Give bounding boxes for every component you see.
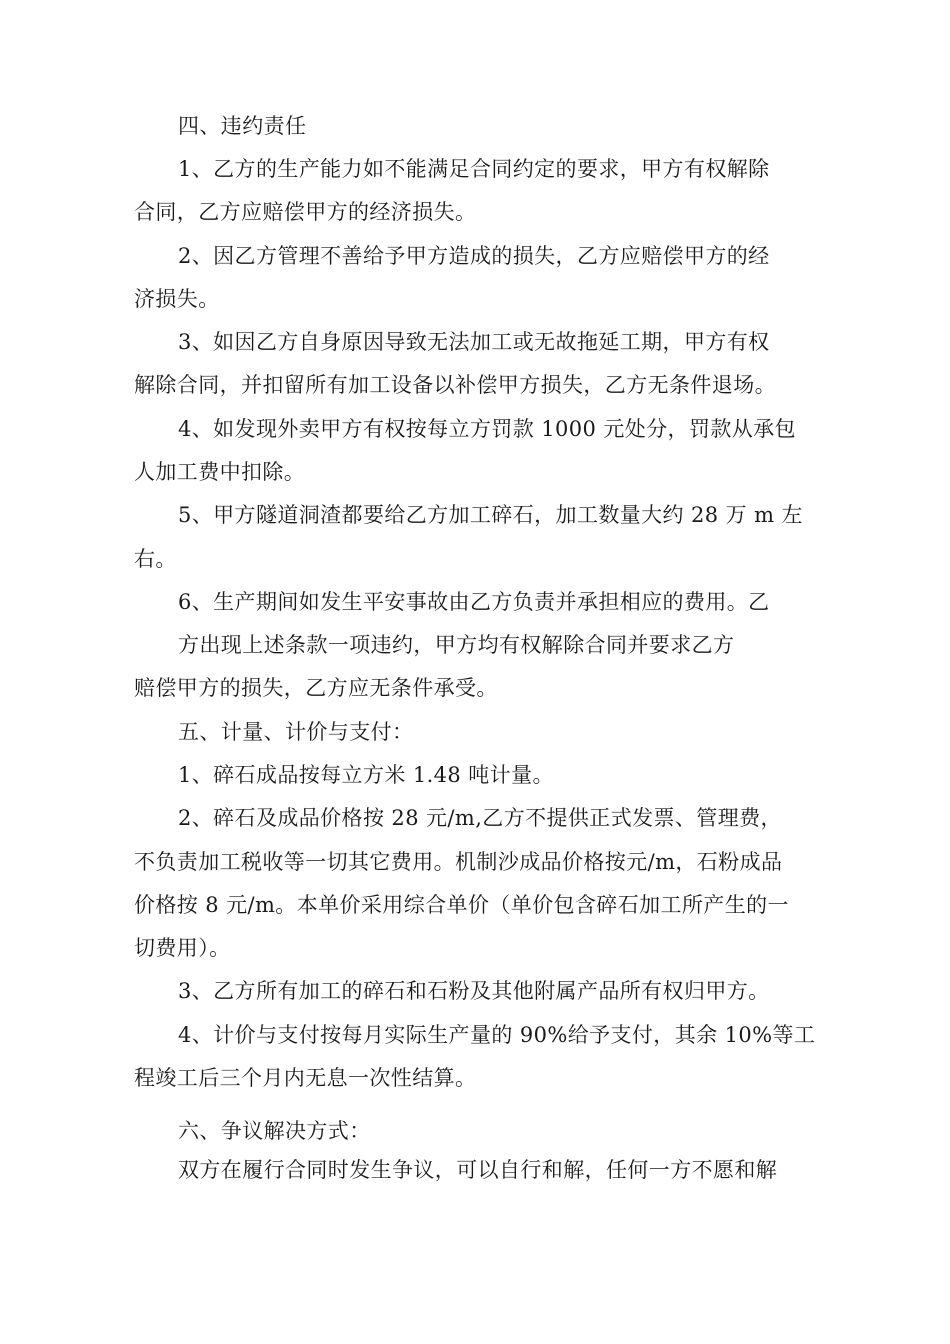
paragraph-line: 6、生产期间如发生平安事故由乙方负责并承担相应的费用。乙 [178,590,770,614]
paragraph-line: 4、计价与支付按每月实际生产量的 90%给予支付，其余 10%等工 [178,1023,816,1047]
paragraph-line: 5、甲方隧道洞渣都要给乙方加工碎石，加工数量大约 28 万 m 左 [178,503,803,527]
paragraph-line: 切费用）。 [134,936,231,960]
paragraph-line: 人加工费中扣除。 [134,460,306,484]
paragraph-line: 方出现上述条款一项违约，甲方均有权解除合同并要求乙方 [178,633,735,657]
paragraph-line: 2、碎石及成品价格按 28 元/m,乙方不提供正式发票、管理费， [178,806,782,830]
paragraph-line: 3、乙方所有加工的碎石和石粉及其他附属产品所有权归甲方。 [178,979,770,1003]
paragraph-line: 1、碎石成品按每立方米 1.48 吨计量。 [178,763,554,787]
paragraph-line: 赔偿甲方的损失，乙方应无条件承受。 [134,676,498,700]
section-heading-measurement-payment: 五、计量、计价与支付： [178,720,414,744]
paragraph-line: 不负责加工税收等一切其它费用。机制沙成品价格按元/m，石粉成品 [134,850,783,874]
paragraph-line: 解除合同，并扣留所有加工设备以补偿甲方损失，乙方无条件退场。 [134,373,776,397]
paragraph-line: 3、如因乙方自身原因导致无法加工或无故拖延工期，甲方有权 [178,330,770,354]
paragraph-line: 价格按 8 元/m。本单价采用综合单价（单价包含碎石加工所产生的一 [134,893,789,917]
paragraph-line: 双方在履行合同时发生争议，可以自行和解，任何一方不愿和解 [178,1158,778,1182]
section-heading-dispute-resolution: 六、争议解决方式： [178,1119,371,1143]
section-heading-breach-liability: 四、违约责任 [178,114,307,138]
paragraph-line: 4、如发现外卖甲方有权按每立方罚款 1000 元处分，罚款从承包 [178,417,796,441]
paragraph-line: 右。 [134,547,177,571]
paragraph-line: 济损失。 [134,287,220,311]
paragraph-line: 程竣工后三个月内无息一次性结算。 [134,1066,477,1090]
paragraph-line: 1、乙方的生产能力如不能满足合同约定的要求，甲方有权解除 [178,157,770,181]
paragraph-line: 2、因乙方管理不善给予甲方造成的损失，乙方应赔偿甲方的经 [178,244,770,268]
paragraph-line: 合同，乙方应赔偿甲方的经济损失。 [134,200,477,224]
